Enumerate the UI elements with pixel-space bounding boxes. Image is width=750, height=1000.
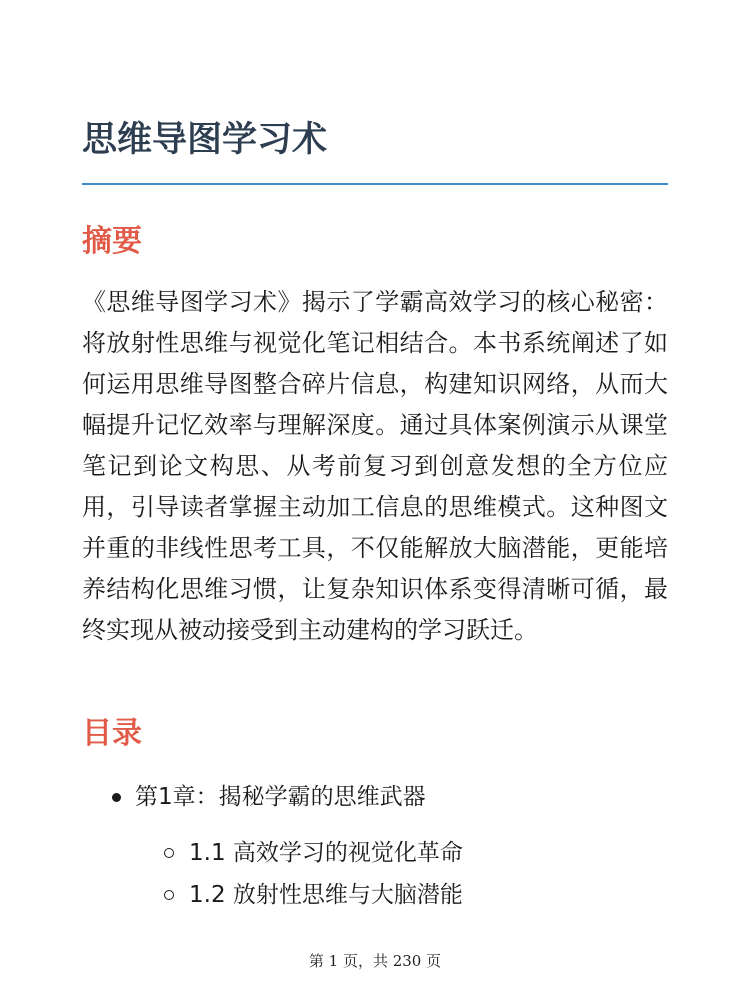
- abstract-heading: 摘要: [82, 224, 142, 259]
- toc-subsection-item: [82, 874, 668, 916]
- toc-chapter-label: 第1章：揭秘学霸的思维武器: [135, 784, 426, 810]
- bullet-circle-icon: [164, 848, 174, 858]
- toc-subsection-item: [82, 832, 668, 874]
- title-divider: [82, 183, 668, 185]
- page-number-footer: 第 1 页，共 230 页: [308, 952, 442, 970]
- bullet-disc-icon: [112, 793, 121, 802]
- toc-subsection-label: 1.2 放射性思维与大脑潜能: [189, 882, 463, 908]
- toc-list: [82, 776, 668, 916]
- toc-heading: 目录: [82, 716, 142, 751]
- toc-subsection-label: 1.1 高效学习的视觉化革命: [189, 840, 463, 866]
- bullet-circle-icon: [164, 890, 174, 900]
- toc-subsection-list: [135, 832, 668, 916]
- document-title: 思维导图学习术: [82, 120, 328, 160]
- toc-chapter-item: [82, 776, 668, 916]
- abstract-paragraph: 《思维导图学习术》揭示了学霸高效学习的核心秘密：将放射性思维与视觉化笔记相结合。本书系统阐述了如何运用思维导图整合碎片信息，构建知识网络，从而大幅提升记忆效率与理解深度。通过具体案例演示从课堂笔记到论文构思、从考前复习到创意发想的全方位应用，引导读者掌握主动加工信息的思维模式。这种图文并重的非线性思考工具，不仅能解放大脑潜能，更能培养结构化思维习惯，让复杂知识体系变得清晰可循，最终实现从被动接受到主动建构的学习跃迁。: [82, 288, 668, 644]
